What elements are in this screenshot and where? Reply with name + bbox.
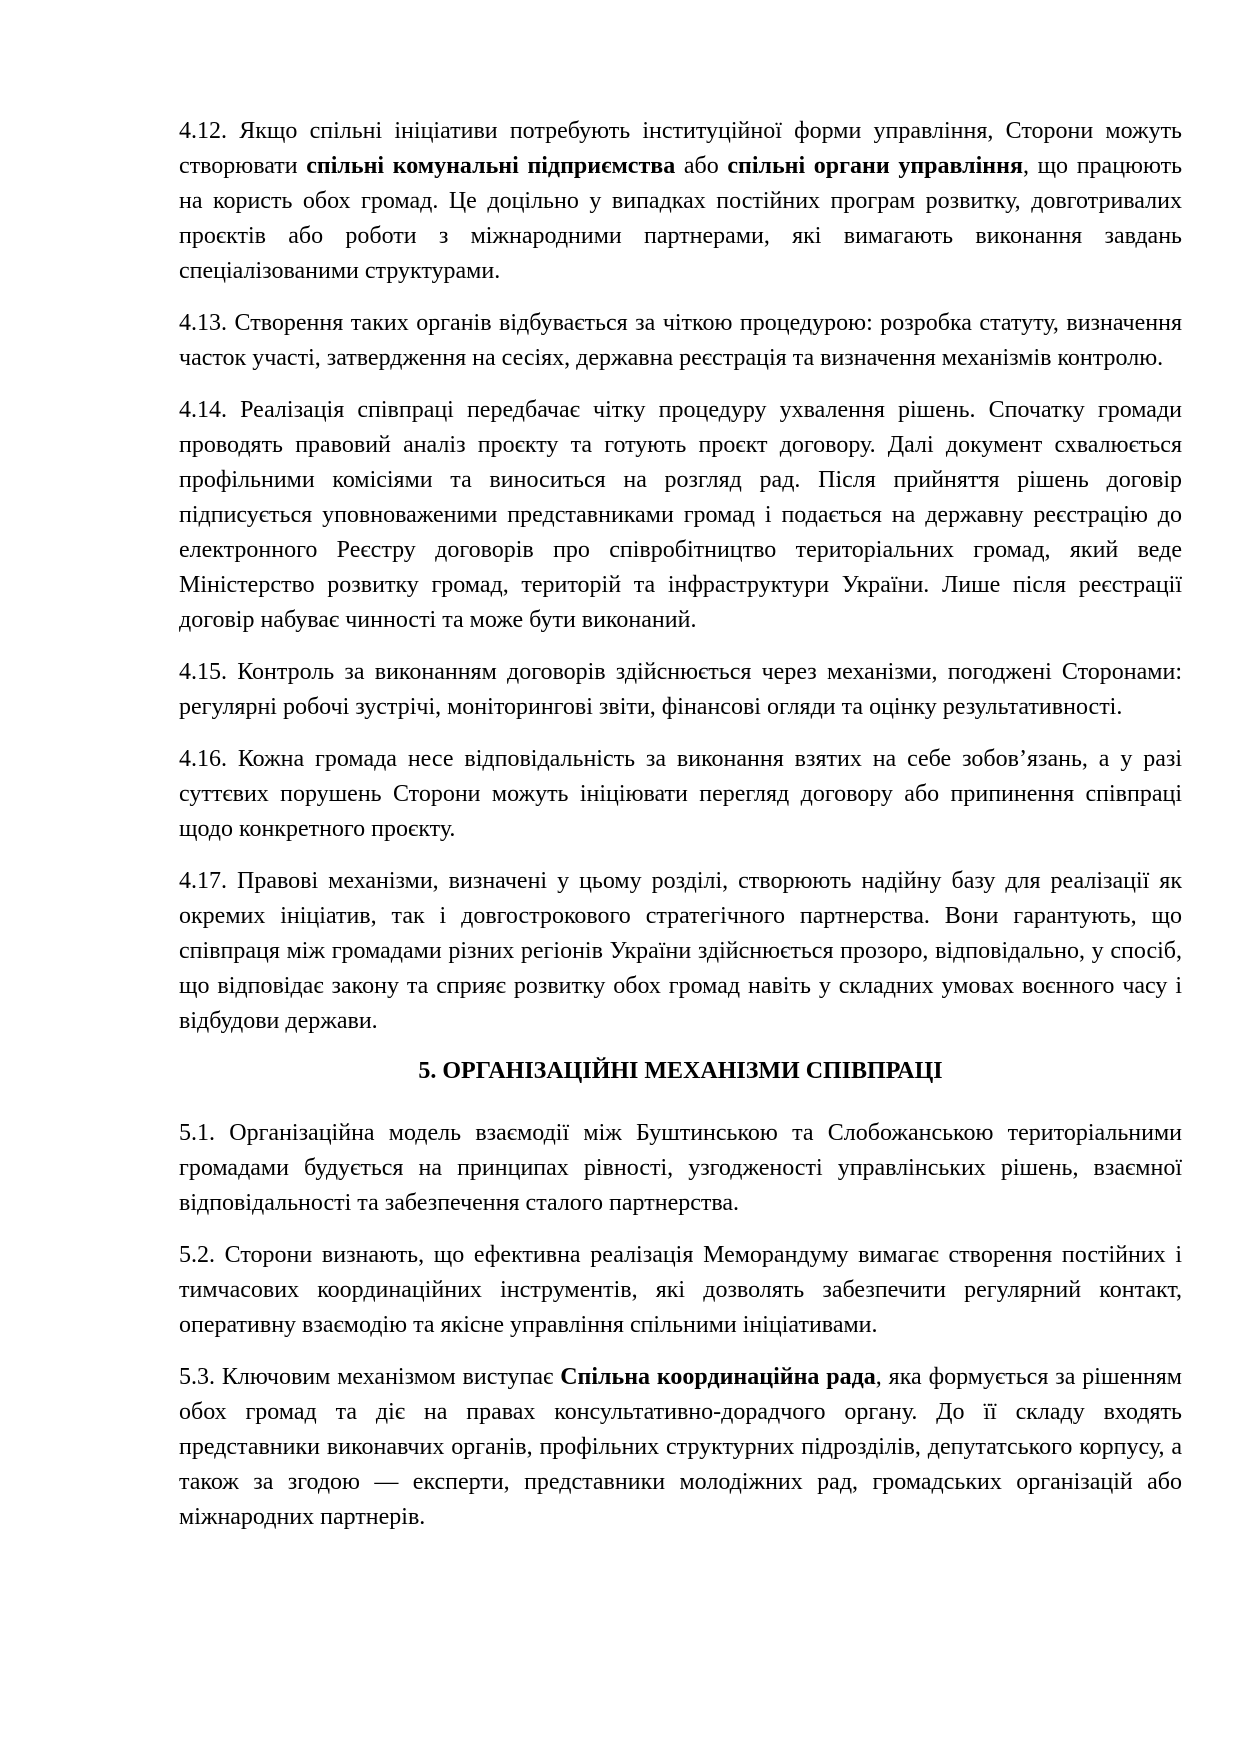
document-page <box>179 114 1182 1552</box>
text: 4.12. Якщо спільні ініціативи потребують інституційної форми управління, Сторони можуть створювати <box>179 118 1182 179</box>
section-heading-5: 5. ОРГАНІЗАЦІЙНІ МЕХАНІЗМИ СПІВПРАЦІ <box>418 1058 943 1084</box>
text: , яка формується за рішенням обох громад та діє на правах консультативно-дорадчого органу. До її складу входять представники виконавчих органів, профільних структурних підрозділів, депутатського корпусу, а також за згодою — експерти, представники молодіжних рад, громадських організацій або міжнародних партнерів. <box>179 1364 1182 1530</box>
bold-term: спільні органи управління <box>727 153 1023 179</box>
paragraph-4-15: 4.15. Контроль за виконанням договорів здійснюється через механізми, погоджені Сторонами: регулярні робочі зустрічі, моніторингові звіти, фінансові огляди та оцінку результативності. <box>179 659 1182 720</box>
text: , що працюють на користь обох громад. Це доцільно у випадках постійних програм розвитку, довготривалих проєктів або роботи з міжнародними партнерами, які вимагають виконання завдань спеціалізованими структурами. <box>179 153 1183 284</box>
bold-term: спільні комунальні підприємства <box>306 153 676 179</box>
paragraph-5-2: 5.2. Сторони визнають, що ефективна реалізація Меморандуму вимагає створення постійних і тимчасових координаційних інструментів, які дозволять забезпечити регулярний контакт, оперативну взаємодію та якісне управління спільними ініціативами. <box>179 1242 1182 1338</box>
paragraph-4-16: 4.16. Кожна громада несе відповідальність за виконання взятих на себе зобов’язань, а у разі суттєвих порушень Сторони можуть ініціювати перегляд договору або припинення співпраці щодо конкретного проєкту. <box>179 746 1182 842</box>
paragraph-4-13: 4.13. Створення таких органів відбувається за чіткою процедурою: розробка статуту, визначення часток участі, затвердження на сесіях, державна реєстрація та визначення механізмів контролю. <box>179 310 1182 371</box>
text: 5.3. Ключовим механізмом виступає <box>179 1364 561 1390</box>
paragraph-4-14: 4.14. Реалізація співпраці передбачає чітку процедуру ухвалення рішень. Спочатку громади проводять правовий аналіз проєкту та готують проєкт договору. Далі документ схвалюється профільними комісіями та виноситься на розгляд рад. Після прийняття рішень договір підписується уповноваженими представниками громад і подається на державну реєстрацію до електронного Реєстру договорів про співробітництво територіальних громад, який веде Міністерство розвитку громад, територій та інфраструктури України. Лише після реєстрації договір набуває чинності та може бути виконаний. <box>179 397 1182 633</box>
paragraph-4-17: 4.17. Правові механізми, визначені у цьому розділі, створюють надійну базу для реалізації як окремих ініціатив, так і довгострокового стратегічного партнерства. Вони гарантують, що співпраця між громадами різних регіонів України здійснюється прозоро, відповідально, у спосіб, що відповідає закону та сприяє розвитку обох громад навіть у складних умовах воєнного часу і відбудови держави. <box>179 868 1182 1034</box>
bold-term: Спільна координаційна рада <box>560 1364 876 1390</box>
paragraph-5-1: 5.1. Організаційна модель взаємодії між Буштинською та Слобожанською територіальними громадами будується на принципах рівності, узгодженості управлінських рішень, взаємної відповідальності та забезпечення сталого партнерства. <box>179 1120 1182 1216</box>
text: або <box>675 153 728 179</box>
paragraph-4-12 <box>179 114 1182 289</box>
paragraph-5-3 <box>179 1360 1182 1535</box>
